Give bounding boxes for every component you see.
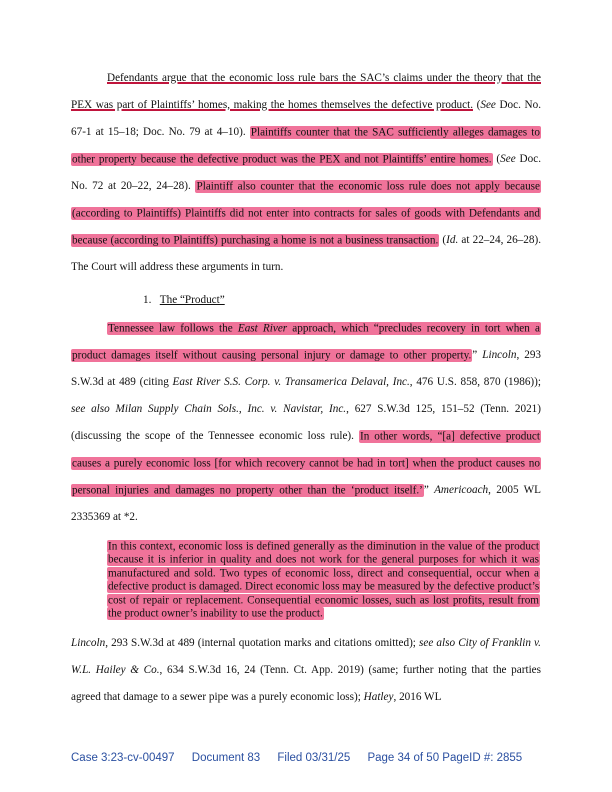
case-name: East River S.S. Corp. v. Transamerica Delaval, Inc. — [172, 376, 410, 388]
footer-page-id: Page 34 of 50 PageID #: 2855 — [367, 752, 523, 764]
citation-text: , 2016 WL — [393, 691, 442, 703]
text: ” — [472, 349, 483, 361]
highlight-in-other-words: In other words, “[a] defective product causes a purely economic loss [for which recovery cannot be had in tort] when the product causes no personal injuries and damages no property other than the ‘product itself.’ — [72, 430, 541, 496]
paragraph-tennessee-law — [71, 315, 541, 531]
text: Tennessee law follows the — [108, 322, 238, 334]
heading-title: The “Product” — [159, 294, 225, 306]
citation-signal: See — [480, 99, 496, 111]
case-name: Lincoln — [482, 349, 517, 361]
citation-text: , 2005 WL 2335369 at *2. — [71, 484, 541, 523]
text: ” — [423, 484, 435, 496]
footer-case-number: Case 3:23-cv-00497 — [71, 752, 175, 764]
citation-open: ( — [476, 99, 481, 111]
citation-open: ( — [492, 153, 501, 165]
case-name: see also Milan Supply Chain Sols., Inc. v. Navistar, Inc. — [71, 403, 347, 415]
highlight-plaintiffs-counter: Plaintiffs counter that the SAC sufficiently alleges damages to other property because the defective product was the PEX and not Plaintiffs’ entire homes. — [72, 126, 540, 165]
citation-text: , 293 S.W.3d at 489 (citing — [71, 349, 542, 388]
ecf-footer — [71, 752, 541, 764]
case-name: Americoach — [434, 484, 489, 496]
case-name: East River — [237, 322, 288, 334]
highlight-block-quote: In this context, economic loss is defined generally as the diminution in the value of the product because it is inferior in quality and does not work for the general purposes for which it was manufactured and sold. Two types of economic loss, direct and consequential, occur when a defective product is damaged. Direct economic loss may be measured by the defective product’s cost of repair or replacement. Consequential economic losses, such as lost profits, result from the product owner’s inability to use the product. — [108, 540, 540, 620]
citation-text: Doc. No. 67-1 at 15–18; Doc. No. 79 at 4–10). — [71, 99, 541, 138]
footer-document: Document 83 — [191, 752, 261, 764]
citation-text: , 293 S.W.3d at 489 (internal quotation marks and citations omitted); — [105, 637, 420, 649]
case-name: Hatley — [363, 691, 394, 703]
citation-text: , 476 U.S. 858, 870 (1986)); — [409, 376, 541, 388]
citation-text: Doc. No. 72 at 20–22, 24–28). — [71, 153, 541, 192]
heading-number: 1. — [143, 294, 152, 306]
footer-filed-date: Filed 03/31/25 — [277, 752, 351, 764]
case-name: see also City of Franklin v. W.L. Hailey & Co. — [71, 637, 541, 676]
section-heading — [143, 291, 443, 309]
citation-text: , 627 S.W.3d 125, 151–52 (Tenn. 2021) (discussing the scope of the Tennessee economic loss rule). — [71, 403, 541, 442]
highlight-tennessee-law — [71, 322, 541, 362]
case-name: Lincoln — [71, 637, 106, 649]
citation-text: at 22–24, 26–28). The Court will address these arguments in turn. — [71, 234, 541, 273]
citation-text: , 634 S.W.3d 16, 24 (Tenn. Ct. App. 2019) (same; further noting that the parties agreed that damage to a sewer pipe was a purely economic loss); — [71, 664, 541, 703]
citation-signal: See — [500, 153, 516, 165]
block-quote — [107, 540, 540, 622]
underlined-sentence-defendants: Defendants argue that the economic loss rule bars the SAC’s claims under the theory that the PEX was part of Plaintiffs’ homes, making the homes themselves the defective product. — [71, 72, 541, 111]
citation-signal: Id. — [446, 234, 459, 246]
text: approach, which “precludes recovery in tort when a product damages itself without causing personal injury or damage to other property. — [72, 322, 540, 361]
paragraph-defendants-argument — [71, 65, 541, 281]
highlight-plaintiff-also-counter: Plaintiff also counter that the economic loss rule does not apply because (according to Plaintiffs) Plaintiffs did not enter into contracts for sales of goods with Defendants and because (according to Plaintiffs) purchasing a home is not a business transaction. — [72, 180, 540, 246]
paragraph-lincoln-citation — [71, 630, 541, 711]
citation-open: ( — [439, 234, 447, 246]
